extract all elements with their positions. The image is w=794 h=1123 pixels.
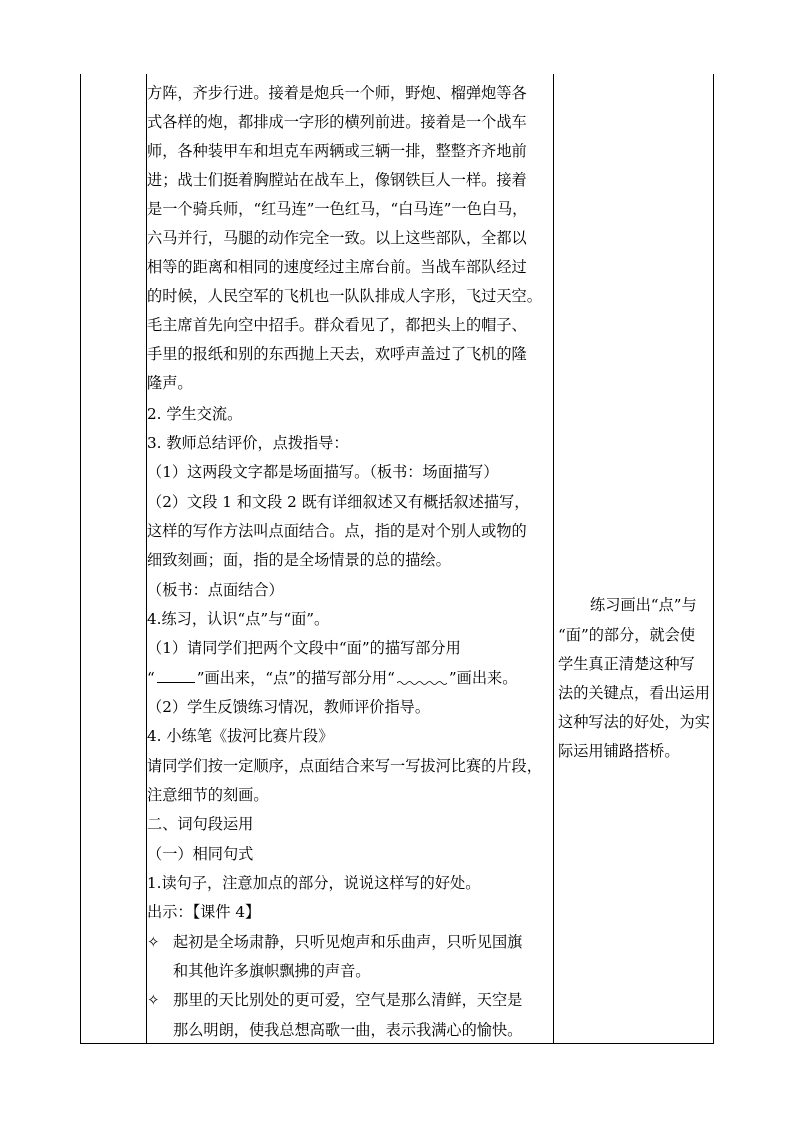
text-line: 师，各种装甲车和坦克车两辆或三辆一排，整整齐齐地前 bbox=[147, 142, 527, 160]
step-4: 4.练习，认识“点”与“面”。 bbox=[147, 610, 330, 628]
straight-underline-sample bbox=[157, 670, 195, 683]
example-sentence-2 bbox=[147, 990, 522, 1010]
wavy-underline-sample bbox=[397, 671, 447, 683]
board-note: （板书：点面结合） bbox=[147, 581, 284, 599]
step-4-2: （2）学生反馈练习情况，教师评价指导。 bbox=[147, 698, 431, 716]
step-3-2: 细致刻画；面，指的是全场情景的总的描绘。 bbox=[147, 551, 451, 569]
text-line: 毛主席首先向空中招手。群众看见了，都把头上的帽子、 bbox=[147, 316, 527, 334]
text-line: 相等的距离和相同的速度经过主席台前。当战车部队经过 bbox=[147, 258, 527, 276]
text-line: 进；战士们挺着胸膛站在战车上，像钢铁巨人一样。接着 bbox=[147, 171, 527, 189]
read-instruction: 1.读句子，注意加点的部分，说说这样写的好处。 bbox=[147, 874, 481, 892]
diamond-bullet-icon: ✧ bbox=[147, 991, 160, 1009]
note-line: “面”的部分，就会使 bbox=[558, 626, 696, 644]
note-line: 这种写法的好处，为实 bbox=[558, 713, 710, 731]
show-courseware: 出示：【课件 4】 bbox=[147, 903, 261, 921]
section-heading: 二、词句段运用 bbox=[147, 815, 254, 833]
lesson-plan-table bbox=[80, 74, 714, 1044]
text-line: 方阵，齐步行进。接着是炮兵一个师，野炮、榴弹炮等各 bbox=[147, 84, 527, 102]
example-text: 起初是全场肃静，只听见炮声和乐曲声，只听见国旗 bbox=[173, 933, 523, 951]
text-line: 式各样的炮，都排成一字形的横列前进。接着是一个战车 bbox=[147, 113, 527, 131]
practice-line: 注意细节的刻画。 bbox=[147, 786, 269, 804]
table-border-bottom bbox=[80, 1043, 714, 1044]
text-line: 是一个骑兵师，“红马连”一色红马，“白马连”一色白马， bbox=[147, 200, 528, 218]
step-4b: 4. 小练笔《拔河比赛片段》 bbox=[147, 727, 334, 745]
note-line: 际运用铺路搭桥。 bbox=[558, 742, 680, 760]
step-3-1: （1）这两段文字都是场面描写。（板书：场面描写） bbox=[147, 463, 499, 481]
quote-open: “ bbox=[147, 669, 155, 687]
text-line: 手里的报纸和别的东西抛上天去，欢呼声盖过了飞机的隆 bbox=[147, 345, 527, 363]
note-line: 练习画出“点”与 bbox=[590, 596, 697, 614]
table-border-right bbox=[713, 74, 714, 1044]
step-4-1: （1）请同学们把两个文段中“面”的描写部分用 bbox=[147, 639, 461, 657]
table-divider-2 bbox=[553, 74, 554, 1044]
step-2: 2. 学生交流。 bbox=[147, 405, 243, 423]
step-4-1-cont bbox=[147, 668, 517, 688]
step-3-2: 这样的写作方法叫点面结合。点，指的是对个别人或物的 bbox=[147, 522, 527, 540]
example-sentence-1-cont: 和其他许多旗帜飘拂的声音。 bbox=[173, 962, 371, 980]
step-3: 3. 教师总结评价，点拨指导： bbox=[147, 434, 349, 452]
text-line: 隆声。 bbox=[147, 374, 193, 392]
quote-close: ”画出来。 bbox=[448, 669, 518, 687]
note-line: 学生真正清楚这种写 bbox=[558, 655, 695, 673]
example-text: 那里的天比别处的更可爱，空气是那么清鲜，天空是 bbox=[173, 991, 523, 1009]
quote-mid: ”画出来，“点”的描写部分用“ bbox=[196, 669, 395, 687]
practice-line: 请同学们按一定顺序，点面结合来写一写拔河比赛的片段， bbox=[147, 757, 542, 775]
note-line: 法的关键点，看出运用 bbox=[558, 684, 710, 702]
table-border-left bbox=[80, 74, 81, 1044]
step-3-2: （2）文段 1 和文段 2 既有详细叙述又有概括叙述描写， bbox=[147, 493, 530, 511]
example-sentence-2-cont: 那么明朗，使我总想高歌一曲，表示我满心的愉快。 bbox=[173, 1021, 523, 1039]
sub-heading: （一）相同句式 bbox=[147, 845, 254, 863]
text-line: 的时候，人民空军的飞机也一队队排成人字形，飞过天空。 bbox=[147, 287, 542, 305]
diamond-bullet-icon: ✧ bbox=[147, 933, 160, 951]
text-line: 六马并行，马腿的动作完全一致。以上这些部队，全都以 bbox=[147, 229, 527, 247]
example-sentence-1 bbox=[147, 932, 522, 952]
